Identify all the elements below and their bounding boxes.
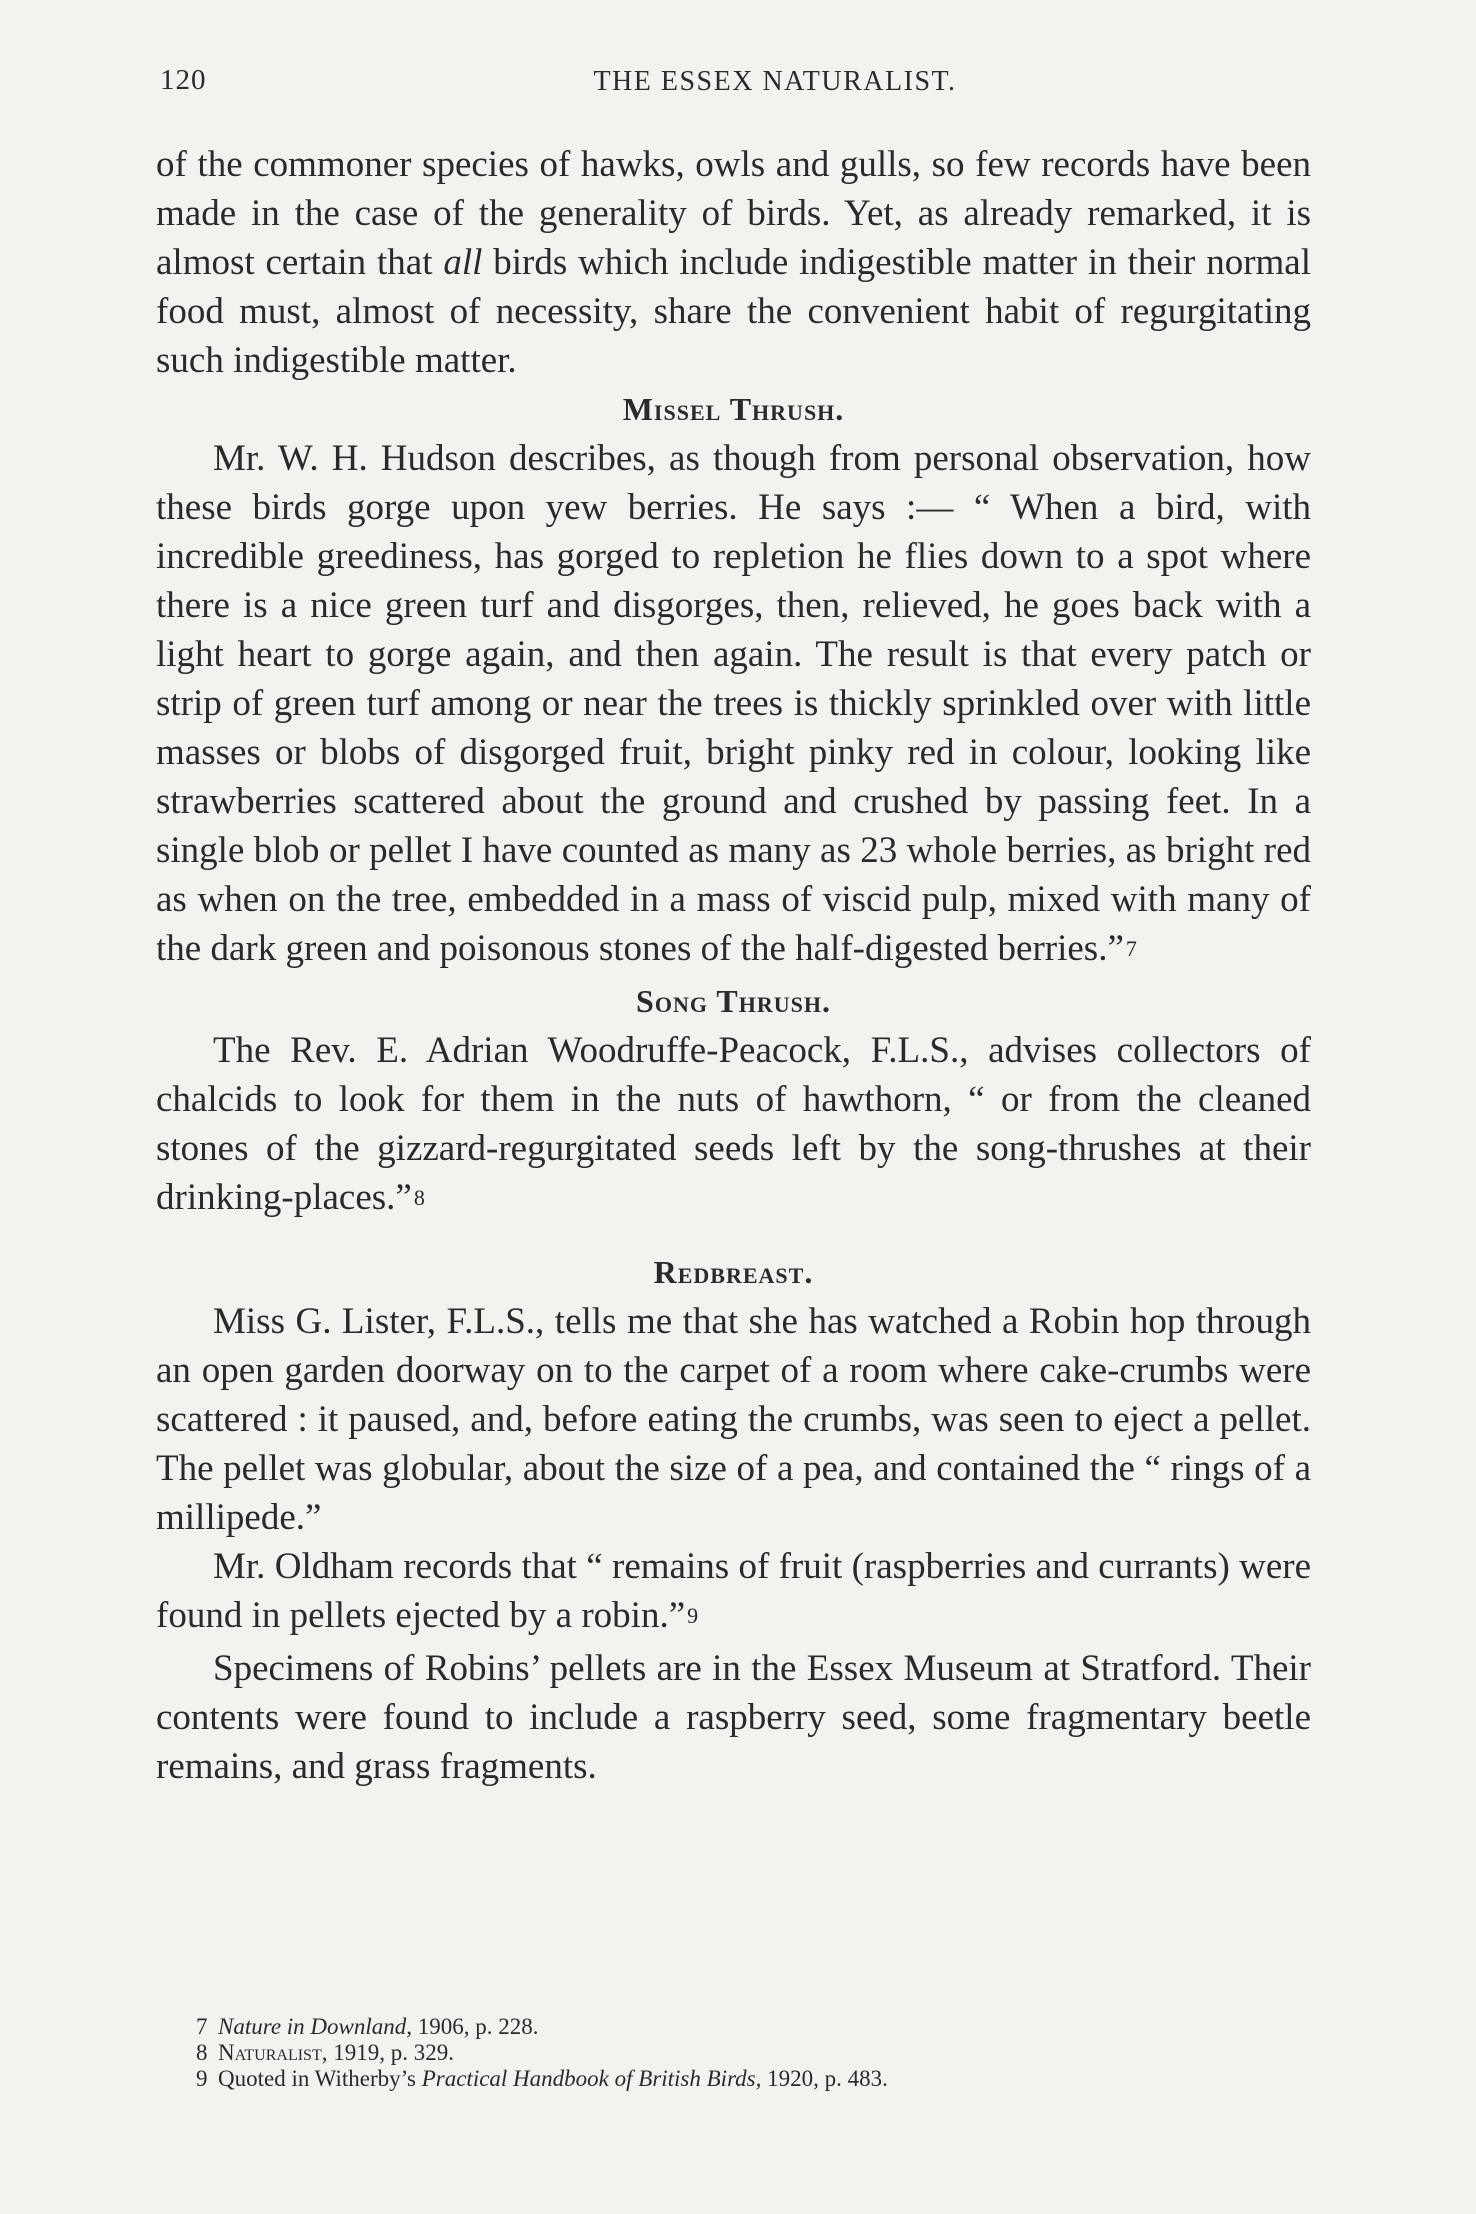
redbreast-2-text: Mr. Oldham records that “ remains of fruit (raspberries and currants) were found in pellets ejected by a robin.” (156, 1546, 1311, 1636)
footnote-rest: , 1919, p. 329. (321, 2040, 454, 2065)
heading-redbreast: Redbreast. (653, 1254, 814, 1290)
footnote-rest: 1920, p. 483. (761, 2066, 888, 2091)
paragraph-redbreast-3: Specimens of Robins’ pellets are in the Essex Museum at Stratford. Their contents were found to include a raspberry seed, some fragmentary beetle remains, and grass fragments. (156, 1648, 1311, 1787)
paragraph-song-thrush (156, 1026, 1311, 1226)
intro-emphasis: all (443, 242, 483, 283)
footnote-number: 8 (196, 2040, 208, 2065)
missel-thrush-text: Mr. W. H. Hudson describes, as though from personal observation, how these birds gorge upon yew berries. He says :— “ When a bird, with incredible greediness, has gorged to repletion he flies down to a spot where there is a nice green turf and disgorges, then, relieved, he goes back with a light heart to gorge again, and then again. The result is that every patch or strip of green turf among or near the trees is thickly sprinkled over with little masses or blobs of disgorged fruit, bright pinky red in colour, looking like strawberries scattered about the ground and crushed by passing feet. In a single blob or pellet I have counted as many as 23 whole berries, as bright red as when on the tree, embedded in a mass of viscid pulp, mixed with many of the dark green and poisonous stones of the half-digested berries.” (156, 438, 1311, 969)
song-thrush-text: The Rev. E. Adrian Woodruffe-Peacock, F.L.S., advises collectors of chalcids to look for them in the nuts of hawthorn, “ or from the cleaned stones of the gizzard-regurgitated seeds left by the song-thrushes at their drinking-places.” (156, 1030, 1311, 1218)
page-number: 120 (160, 64, 207, 96)
paragraph-missel-thrush (156, 434, 1311, 977)
footnote-ref-8: 8 (413, 1185, 425, 1210)
footnote-title: Practical Handbook of British Birds, (421, 2066, 762, 2091)
paragraph-redbreast-1: Miss G. Lister, F.L.S., tells me that she has watched a Robin hop through an open garden doorway on to the carpet of a room where cake-crumbs were scattered : it paused, and, before eating the crumbs, was seen to eject a pellet. The pellet was globular, about the size of a pea, and contained the “ rings of a millipede.” (156, 1301, 1311, 1538)
footnote-ref-9: 9 (687, 1603, 699, 1628)
footnote-number: 7 (196, 2014, 208, 2039)
footnote-7 (196, 2014, 1296, 2040)
footnote-prefix: Quoted in Witherby’s (218, 2066, 422, 2091)
heading-missel-thrush: Missel Thrush. (622, 391, 845, 427)
footnote-title: Naturalist (218, 2040, 322, 2065)
intro-text-start: of the commoner species of hawks, owls and gulls, so few records have been made in the case of the generality of birds. Yet, as already remarked, it is almost certain that (156, 144, 1311, 283)
heading-song-thrush: Song Thrush. (636, 983, 831, 1019)
intro-paragraph (156, 140, 1311, 385)
footnote-8 (196, 2040, 1296, 2066)
page-header (160, 64, 1310, 108)
running-head: THE ESSEX NATURALIST. (593, 66, 957, 97)
footnote-title: Nature in Downland, (218, 2014, 413, 2039)
footnote-rest: 1906, p. 228. (412, 2014, 539, 2039)
paragraph-redbreast-2 (156, 1542, 1311, 1644)
footnotes (196, 2014, 1296, 2092)
body-text (156, 140, 1311, 1791)
footnote-ref-7: 7 (1125, 936, 1137, 961)
footnote-9 (196, 2066, 1296, 2092)
intro-text-end: birds which include indigestible matter in their normal food must, almost of necessity, share the convenient habit of regurgitating such indigestible matter. (156, 242, 1311, 381)
footnote-number: 9 (196, 2066, 208, 2091)
